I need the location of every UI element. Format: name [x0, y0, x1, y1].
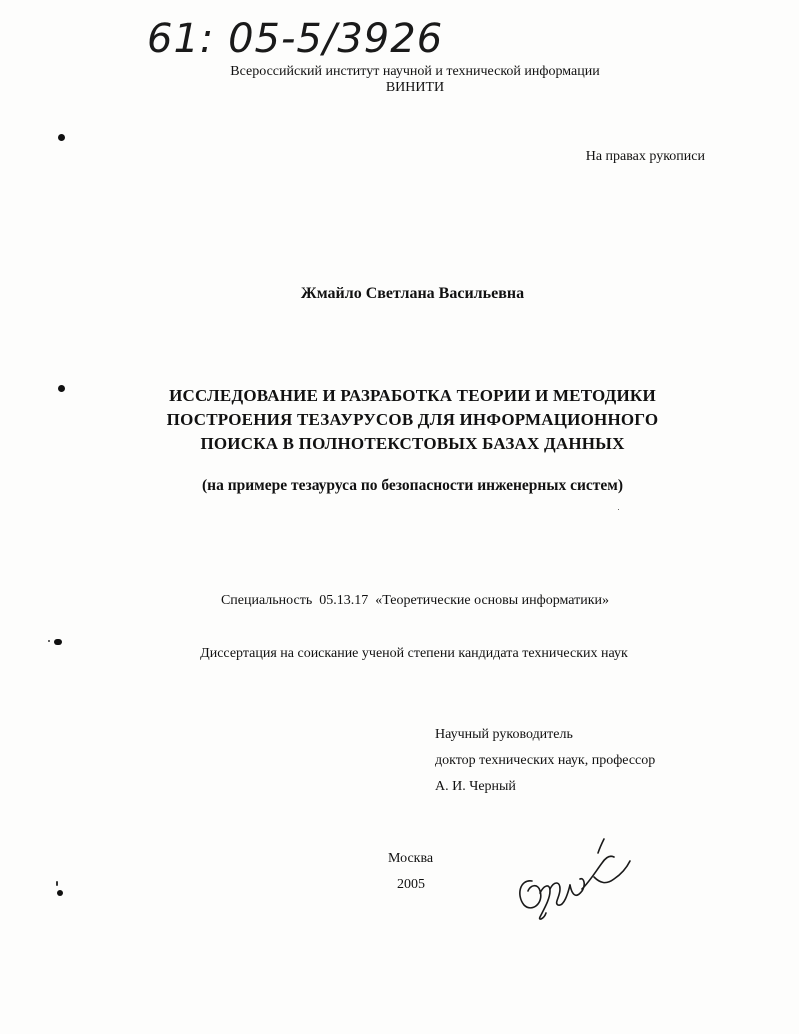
scan-speck	[56, 881, 58, 886]
author-name: Жмайло Светлана Васильевна	[300, 285, 525, 302]
institute-abbreviation: ВИНИТИ	[385, 80, 445, 95]
punch-hole-mark	[57, 890, 63, 896]
dissertation-title	[0, 384, 799, 456]
specialty-line: Специальность 05.13.17 «Теоретические основы информатики»	[220, 593, 610, 608]
year: 2005	[397, 877, 425, 892]
supervisor-block	[435, 722, 655, 800]
city: Москва	[388, 851, 434, 866]
scan-speck	[618, 509, 619, 510]
supervisor-role: Научный руководитель	[435, 727, 573, 742]
supervisor-degree: доктор технических наук, профессор	[435, 753, 656, 768]
punch-hole-mark	[58, 385, 65, 392]
rights-note: На правах рукописи	[585, 149, 705, 164]
punch-hole-mark	[58, 134, 65, 141]
institute-name: Всероссийский институт научной и технической информации	[230, 64, 600, 79]
institute-header	[150, 64, 680, 96]
scan-speck	[48, 640, 50, 642]
title-line-1: ИССЛЕДОВАНИЕ И РАЗРАБОТКА ТЕОРИИ И МЕТОДИКИ	[169, 386, 656, 405]
signature	[510, 833, 640, 923]
title-line-2: ПОСТРОЕНИЯ ТЕЗАУРУСОВ ДЛЯ ИНФОРМАЦИОННОГО	[166, 410, 659, 429]
handwritten-code-text: 61: 05-5/3926	[147, 16, 444, 62]
dissertation-degree-line: Диссертация на соискание ученой степени кандидата технических наук	[200, 646, 628, 661]
title-line-3: ПОИСКА В ПОЛНОТЕКСТОВЫХ БАЗАХ ДАННЫХ	[200, 434, 625, 453]
punch-hole-mark	[54, 639, 62, 645]
handwritten-catalog-code	[145, 10, 455, 62]
title-subtitle: (на примере тезауруса по безопасности инженерных систем)	[201, 477, 623, 494]
supervisor-name: А. И. Черный	[435, 779, 516, 794]
